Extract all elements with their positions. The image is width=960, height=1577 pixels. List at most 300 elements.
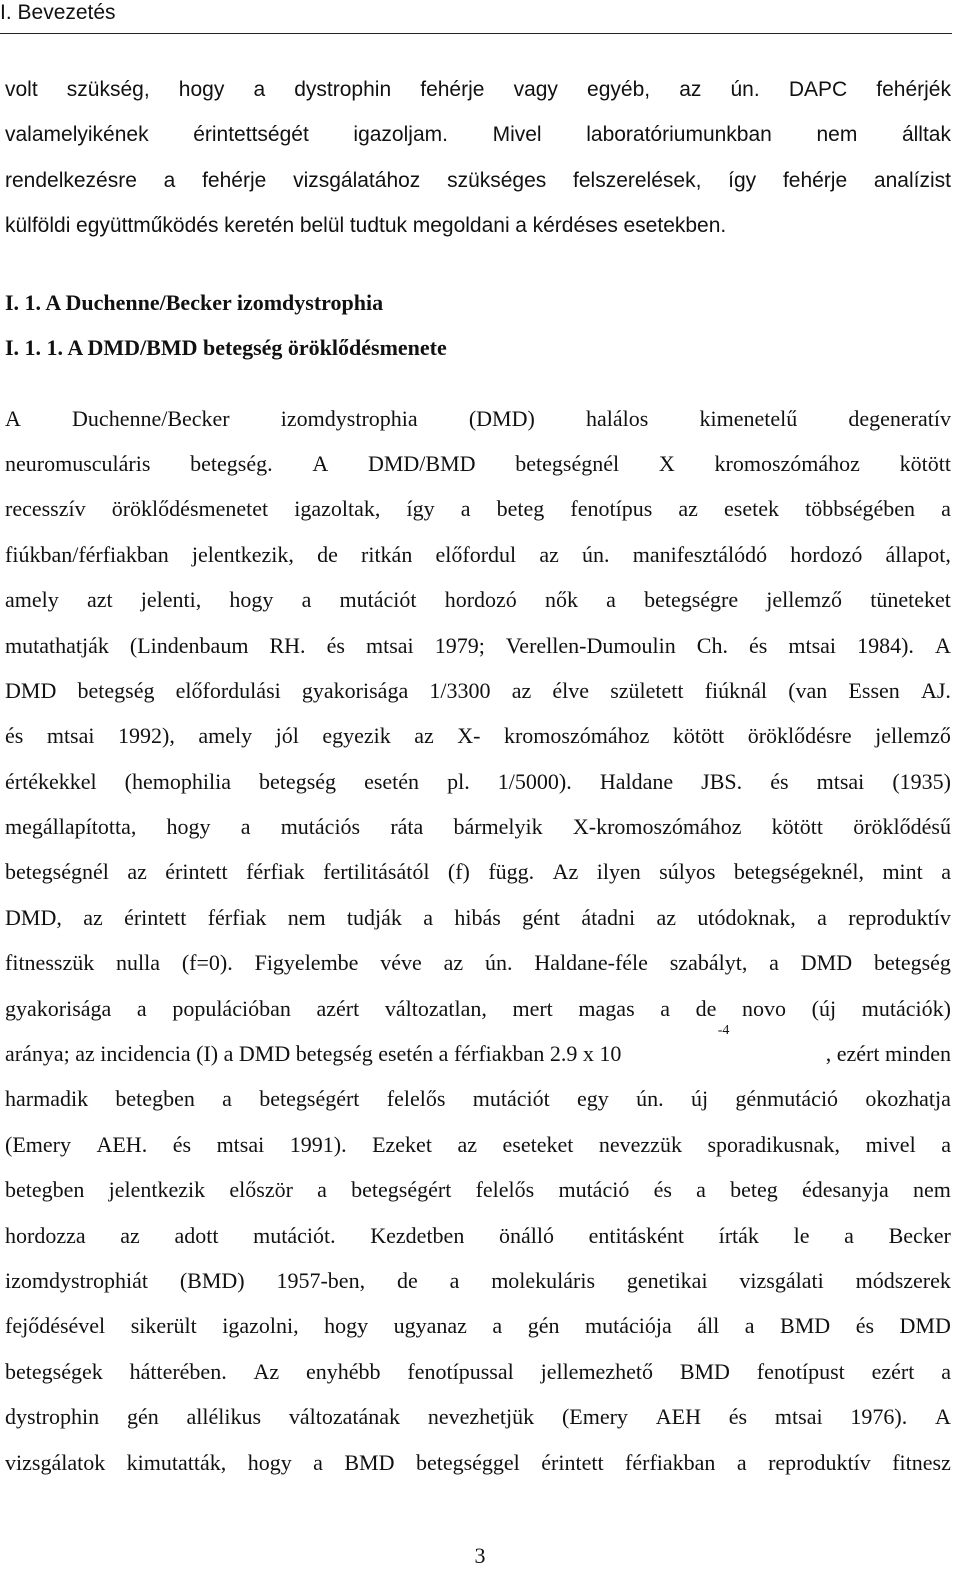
word: A — [934, 632, 951, 658]
word: valamelyikének — [5, 123, 149, 147]
word: írták — [718, 1222, 759, 1248]
word: enyhébb — [306, 1358, 381, 1384]
word: génmutáció — [735, 1086, 839, 1112]
word: az — [120, 1222, 140, 1248]
word: mert — [512, 995, 553, 1021]
text-line — [5, 441, 951, 486]
text-line — [5, 623, 951, 668]
word: a — [736, 1449, 747, 1475]
word: ún. — [730, 78, 760, 101]
word: pl. — [447, 768, 470, 794]
word: betegség — [77, 677, 155, 703]
word: (van — [788, 677, 828, 703]
word: AEH. — [96, 1131, 148, 1157]
word: az — [539, 541, 559, 567]
word: a — [941, 1131, 951, 1157]
running-header — [0, 0, 952, 34]
word: hordozó — [444, 587, 517, 613]
word: vizsgálatához — [293, 168, 421, 192]
word: fertilitásától — [323, 859, 430, 885]
word: betegséggel — [415, 1449, 520, 1475]
word: jól — [275, 723, 299, 749]
word: férfiak — [246, 859, 305, 885]
word: utódoknak, — [697, 904, 796, 930]
word: a — [817, 904, 827, 930]
text-line — [5, 895, 951, 940]
text-line — [5, 1122, 951, 1167]
word: 1957-ben, — [276, 1267, 366, 1293]
word: nem — [816, 123, 858, 147]
word: reproduktív — [768, 1449, 871, 1475]
word: a — [606, 587, 616, 613]
word: betegségre — [644, 587, 739, 613]
word: betegben — [5, 1177, 85, 1203]
word: mutációja — [584, 1313, 672, 1339]
word: hordozó — [790, 541, 863, 567]
word: BMD — [780, 1313, 831, 1339]
word: betegségek — [5, 1358, 103, 1384]
word: tüneteket — [870, 587, 951, 613]
formula-text-after: , ezért minden — [825, 1041, 951, 1067]
word: az — [127, 859, 147, 885]
word: és — [770, 768, 789, 794]
word: DMD — [899, 1313, 951, 1339]
word: Figyelembe — [254, 950, 359, 976]
word: fehérje — [782, 168, 848, 192]
word: (BMD) — [179, 1267, 245, 1293]
word: az — [83, 904, 103, 930]
word: hibás — [454, 904, 501, 930]
word: hogy — [229, 587, 274, 613]
word: fitnesszük — [5, 950, 95, 976]
word: mutációt. — [253, 1222, 336, 1248]
word: novo — [742, 995, 787, 1021]
chapter-title: I. Bevezetés — [0, 1, 116, 24]
word: betegségért — [351, 1177, 452, 1203]
word: X- — [457, 723, 481, 749]
word: X-kromoszómához — [572, 814, 742, 840]
word: mutációk) — [861, 995, 951, 1021]
word: mutációt — [472, 1086, 550, 1112]
word: 1976). — [850, 1404, 908, 1430]
word: azért — [316, 995, 360, 1021]
word: és — [172, 1131, 192, 1157]
word: fenotípust — [756, 1358, 845, 1384]
word: és — [5, 723, 24, 749]
word: egy — [577, 1086, 609, 1112]
word: (Emery — [561, 1404, 628, 1430]
word: Ch. — [696, 632, 728, 658]
word: a — [449, 1267, 460, 1293]
word: Ezeket — [372, 1131, 432, 1157]
word: de — [695, 995, 717, 1021]
text-line — [5, 486, 951, 531]
word: gén — [527, 1313, 560, 1339]
word: analízist — [873, 168, 951, 192]
word: fenotípus — [570, 496, 653, 522]
word: az — [457, 1131, 477, 1157]
word: esetek — [724, 496, 779, 522]
word: ezért — [871, 1358, 915, 1384]
word: DMD, — [5, 904, 62, 930]
word: a — [136, 995, 147, 1021]
word: kérdéses — [532, 214, 618, 238]
word: véve — [380, 950, 422, 976]
word: és — [326, 632, 345, 658]
word: tudják — [346, 904, 402, 930]
word: mtsai — [788, 632, 837, 658]
word: 1/5000). — [497, 768, 572, 794]
text-line — [5, 804, 951, 849]
text-line — [5, 986, 951, 1031]
text-line — [5, 1167, 951, 1212]
text-line — [5, 1076, 951, 1121]
word: DMD/BMD — [367, 450, 476, 476]
text-line — [5, 940, 951, 985]
word: ilyen — [596, 859, 641, 885]
word: RH. — [269, 632, 306, 658]
word: fehérje — [420, 78, 485, 101]
word: kötött — [771, 814, 824, 840]
word: tudtuk — [349, 214, 408, 238]
word: a — [515, 214, 527, 238]
word: a — [660, 995, 671, 1021]
word: 1991). — [289, 1131, 347, 1157]
word: álltak — [901, 123, 951, 147]
word: az — [656, 904, 677, 930]
word: az — [511, 677, 532, 703]
word: fehérjék — [876, 78, 951, 101]
word: mtsai — [46, 723, 95, 749]
word: nők — [544, 587, 578, 613]
text-line — [5, 759, 951, 804]
word: változatának — [288, 1404, 401, 1430]
word: előfordulási — [175, 677, 281, 703]
word: így — [728, 168, 757, 192]
word: Verellen-Dumoulin — [505, 632, 676, 658]
word: a — [253, 78, 266, 101]
word: mtsai — [774, 1404, 823, 1430]
word: mtsai — [216, 1131, 265, 1157]
word: reproduktív — [848, 904, 951, 930]
word: a — [163, 168, 176, 192]
word: állapot, — [885, 541, 951, 567]
word: neuromusculáris — [5, 450, 151, 476]
word: (új — [811, 995, 837, 1021]
word: az — [443, 950, 464, 976]
word: betegségnél — [515, 450, 620, 476]
text-line — [5, 1213, 951, 1258]
word: azt — [86, 587, 113, 613]
word: férfiak — [207, 904, 267, 930]
word: előfordul — [435, 541, 517, 567]
word: kromoszómához — [714, 450, 860, 476]
text-line — [5, 112, 951, 157]
word: megállapította, — [5, 814, 137, 840]
word: mtsai — [816, 768, 865, 794]
word: a — [844, 1222, 854, 1248]
word: populációban — [172, 995, 291, 1021]
word: a — [696, 1177, 706, 1203]
text-line — [5, 396, 951, 441]
word: együttműködés — [76, 214, 219, 238]
word: beteg — [496, 496, 545, 522]
word: a — [941, 859, 951, 885]
word: betegben — [115, 1086, 195, 1112]
word: kimutatták, — [126, 1449, 227, 1475]
text-line — [5, 668, 951, 713]
word: és — [653, 1177, 672, 1203]
word: betegség — [259, 768, 337, 794]
word: AEH — [655, 1404, 701, 1430]
word: nevezhetjük — [427, 1404, 535, 1430]
word: de — [396, 1267, 418, 1293]
word: Essen — [848, 677, 900, 703]
intro-paragraph — [5, 67, 951, 249]
word: ritkán — [361, 541, 413, 567]
word: esetekben. — [623, 214, 727, 238]
word: a — [313, 1449, 323, 1475]
word: kromoszómához — [503, 723, 650, 749]
word: fiúknál — [704, 677, 768, 703]
formula-superscript: -4 — [717, 1023, 730, 1039]
text-line — [5, 1303, 951, 1348]
word: hordozza — [5, 1222, 86, 1248]
word: entitásként — [588, 1222, 684, 1248]
word: gyakorisága — [5, 995, 112, 1021]
word: (Emery — [5, 1131, 71, 1157]
text-line — [5, 849, 951, 894]
word: külföldi — [5, 214, 71, 238]
word: izomdystrophiát — [5, 1267, 148, 1293]
word: függ. — [488, 859, 535, 885]
text-line — [5, 532, 951, 577]
word: ún. — [636, 1086, 664, 1112]
word: (f) — [447, 859, 470, 885]
word: jelentkezik, — [191, 541, 294, 567]
word: felszerelések, — [573, 168, 702, 192]
word: igazoltak, — [294, 496, 381, 522]
word: jellemezhető — [540, 1358, 653, 1384]
word: hogy — [247, 1449, 292, 1475]
word: hogy — [324, 1313, 369, 1339]
word: súlyos — [659, 859, 716, 885]
word: a — [222, 1086, 232, 1112]
word: átadni — [581, 904, 636, 930]
word: DMD — [5, 677, 57, 703]
word: degeneratív — [848, 405, 951, 431]
word: módszerek — [855, 1267, 951, 1293]
word: (1935) — [892, 768, 951, 794]
word: változatlan, — [384, 995, 487, 1021]
word: betegségeknél, — [733, 859, 864, 885]
word: mutációs — [280, 814, 361, 840]
word: hogy — [166, 814, 211, 840]
word: AJ. — [920, 677, 951, 703]
word: amely — [198, 723, 253, 749]
word: volt — [5, 78, 38, 101]
word: fenotípussal — [407, 1358, 514, 1384]
word: (hemophilia — [124, 768, 231, 794]
word: öröklődésű — [853, 814, 951, 840]
word: 1/3300 — [429, 677, 491, 703]
word: a — [744, 1313, 755, 1339]
word: szükség, — [66, 78, 150, 101]
word: vizsgálati — [739, 1267, 824, 1293]
word: (Lindenbaum — [129, 632, 249, 658]
word: Mivel — [492, 123, 542, 147]
word: Becker — [888, 1222, 951, 1248]
word: egyéb, — [587, 78, 651, 101]
word: az — [414, 723, 434, 749]
word: izomdystrophia — [280, 405, 418, 431]
word: amely — [5, 587, 59, 613]
word: igazoljam. — [353, 123, 448, 147]
word: a — [317, 1177, 327, 1203]
word: kimenetelű — [699, 405, 798, 431]
word: jellemző — [766, 587, 843, 613]
word: megoldani — [412, 214, 510, 238]
word: szükséges — [447, 168, 547, 192]
word: szabályt, — [669, 950, 748, 976]
word: mutációt — [339, 587, 417, 613]
word: így — [406, 496, 435, 522]
word: és — [855, 1313, 875, 1339]
word: A — [312, 450, 329, 476]
word: 1992), — [118, 723, 175, 749]
word: felelős — [386, 1086, 446, 1112]
word: mint — [882, 859, 923, 885]
word: jellemző — [875, 723, 951, 749]
word: fejődésével — [5, 1313, 106, 1339]
word: érintett — [124, 904, 187, 930]
word: és — [728, 1404, 748, 1430]
word: férfiakban — [625, 1449, 716, 1475]
word: okozhatja — [865, 1086, 951, 1112]
word: recesszív — [5, 496, 86, 522]
word: a — [492, 1313, 503, 1339]
word: keretén — [224, 214, 295, 238]
word: áll — [697, 1313, 720, 1339]
word: Az — [253, 1358, 280, 1384]
word: gént — [522, 904, 561, 930]
text-line — [5, 158, 951, 203]
word: élve — [552, 677, 590, 703]
word: 1979; — [434, 632, 485, 658]
word: kötött — [672, 723, 725, 749]
word: vizsgálatok — [5, 1449, 106, 1475]
word: Haldane — [599, 768, 674, 794]
word: mivel — [865, 1131, 916, 1157]
word: belül — [299, 214, 345, 238]
word: bármelyik — [453, 814, 543, 840]
word: (DMD) — [468, 405, 535, 431]
word: ugyanaz — [393, 1313, 467, 1339]
word: JBS. — [701, 768, 743, 794]
word: a — [423, 904, 434, 930]
formula-text-before: aránya; az incidencia (I) a DMD betegség esetén a férfiakban 2.9 x 10 — [5, 1041, 622, 1067]
word: vagy — [513, 78, 558, 101]
text-line — [5, 1394, 951, 1439]
word: harmadik — [5, 1086, 89, 1112]
word: a — [240, 814, 251, 840]
word: jelenti, — [140, 587, 202, 613]
word: A — [935, 1404, 951, 1430]
word: nevezzük — [598, 1131, 682, 1157]
word: ún. — [582, 541, 610, 567]
word: rendelkezésre — [5, 168, 137, 192]
word: és — [749, 632, 768, 658]
word: igazolni, — [222, 1313, 299, 1339]
word: született — [610, 677, 684, 703]
word: betegség — [873, 950, 951, 976]
formula-line — [5, 1023, 951, 1076]
word: önálló — [498, 1222, 554, 1248]
word: 1984). — [857, 632, 914, 658]
word: nem — [287, 904, 326, 930]
word: az — [679, 78, 702, 101]
word: molekuláris — [491, 1267, 596, 1293]
word: X — [658, 450, 675, 476]
word: hogy — [178, 78, 225, 101]
word: DMD — [800, 950, 853, 976]
word: hátterében. — [129, 1358, 227, 1384]
word: dystrophin — [294, 78, 392, 101]
word: új — [690, 1086, 709, 1112]
word: gén — [126, 1404, 159, 1430]
word: beteg — [730, 1177, 778, 1203]
word: sikerült — [130, 1313, 197, 1339]
word: esetén — [364, 768, 420, 794]
word: nulla — [116, 950, 161, 976]
text-line — [5, 1440, 951, 1485]
text-line — [5, 67, 951, 112]
word: DAPC — [788, 78, 848, 101]
word: Az — [552, 859, 579, 885]
word: le — [793, 1222, 810, 1248]
word: érintett — [165, 859, 228, 885]
text-line — [5, 713, 951, 758]
text-line — [5, 577, 951, 622]
text-line — [5, 1258, 951, 1303]
word: először — [229, 1177, 293, 1203]
word: de — [317, 541, 338, 567]
word: a — [460, 496, 471, 522]
word: (f=0). — [181, 950, 233, 976]
word: halálos — [585, 405, 649, 431]
word: érintettségét — [193, 123, 309, 147]
word: nem — [912, 1177, 951, 1203]
word: laboratóriumunkban — [586, 123, 772, 147]
page-number: 3 — [474, 1543, 486, 1568]
word: Haldane-féle — [534, 950, 648, 976]
word: ráta — [390, 814, 424, 840]
word: betegségért — [259, 1086, 360, 1112]
word: A — [5, 405, 21, 431]
word: ún. — [485, 950, 513, 976]
word: többségében — [805, 496, 916, 522]
word: érintett — [541, 1449, 604, 1475]
word: öröklődésre — [747, 723, 852, 749]
word: felelős — [475, 1177, 535, 1203]
section-heading: I. 1. A Duchenne/Becker izomdystrophia — [5, 289, 384, 315]
word: édesanyja — [802, 1177, 889, 1203]
word: Kezdetben — [370, 1222, 465, 1248]
word: az — [678, 496, 698, 522]
word: BMD — [679, 1358, 730, 1384]
word: manifesztálódó — [632, 541, 768, 567]
page-content — [5, 67, 951, 1485]
